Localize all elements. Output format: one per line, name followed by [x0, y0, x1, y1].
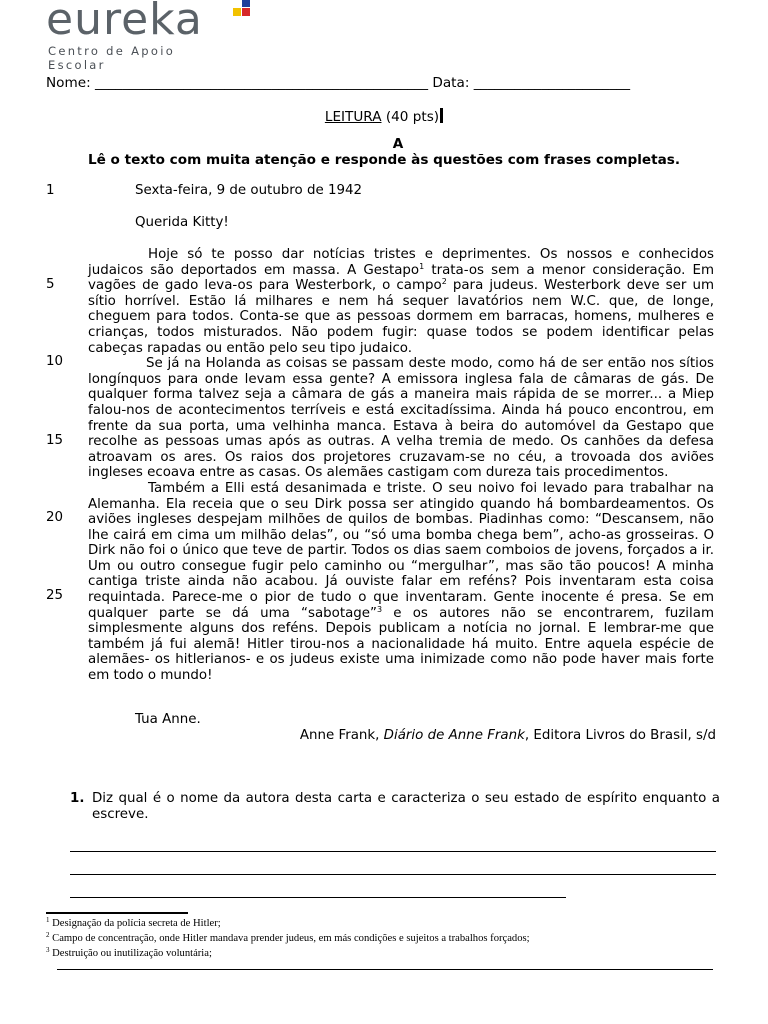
source-citation: [300, 728, 716, 743]
logo-red-square: [242, 8, 250, 16]
name-date-row: [46, 76, 630, 91]
eureka-logo: [46, 0, 231, 72]
letter-greeting: Querida Kitty!: [135, 215, 229, 230]
date-field[interactable]: _______________________: [473, 75, 631, 91]
letter-paragraph: Também a Elli está desanimada e triste. O seu noivo foi levado para trabalhar na Alemanha. Ela receia que o seu Dirk possa ser atingido quando há bombardeamentos. Os aviões ingleses despejam milhões de quilos de bombas. Piadinhas como: “Descansem, não lhe cairá em cima um milhão delas”, ou “só uma bomba chega bem”, acho-as grosseiras. O Dirk não foi o único que teve de partir. Todos os dias saem comboios de jovens, forçados a ir. Um ou outro consegue fugir pelo caminho ou “mergulhar”, mas são tão poucos! A minha cantiga triste ainda não acabou. Já ouviste falar em reféns? Pois inventaram esta coisa requintada. Parece-me o pior de tudo o que inventaram. Gente inocente é presa. Se em qualquer parte se dá uma “sabotage”$^3$ e os autores não se encontrarem, fuzilam simplesmente alguns dos reféns. Depois publicam a notícia no jornal. E lembrar-me que também já fui alemã! Hitler tirou-nos a nacionalidade há muito. Entre aquela espécie de alemães- os hitlerianos- e os judeus existe uma inimizade como não pode haver mais forte em todo o mundo!: [88, 480, 714, 684]
text-cursor: [440, 108, 443, 123]
footnote-separator: [46, 912, 188, 914]
section-heading: A: [392, 136, 404, 152]
logo-subtitle: Centro de Apoio Escolar: [48, 44, 176, 72]
line-number: 25: [46, 588, 64, 603]
footnote-ref: 2: [441, 277, 447, 287]
page-title: [0, 108, 768, 125]
name-label: Nome:: [46, 75, 91, 91]
source-rest: , Editora Livros do Brasil, s/d: [524, 728, 716, 743]
instruction-text: Lê o texto com muita atenção e responde às questões com frases completas.: [87, 152, 681, 168]
line-number: 5: [46, 277, 55, 292]
letter-paragraph: Hoje só te posso dar notícias tristes e deprimentes. Os nossos e conhecidos judaicos são deportados em massa. A Gestapo$^1$ trata-os sem a menor consideração. Em vagões de gado leva-os para Westerbork, o campo$^2$ para judeus. Westerbork deve ser um sítio horrível. Estão lá milhares e nem há sequer lavatórios nem W.C. que, de longe, cheguem para todos. Conta-se que as pessoas dormem em barracas, homens, mulheres e crianças, todos misturados. Não podem fugir: quase todos se podem identificar pelas cabeças rapadas ou então pelo seu tipo judaico.: [88, 247, 714, 356]
letter-date: Sexta-feira, 9 de outubro de 1942: [135, 183, 363, 198]
line-number: 1: [46, 183, 55, 198]
name-field[interactable]: _________________________________________________: [95, 75, 429, 91]
logo-yellow-square: [233, 8, 241, 16]
source-book: Diário de Anne Frank: [383, 728, 525, 743]
question-1: [70, 791, 720, 823]
question-number: 1.: [70, 791, 85, 806]
letter-body: [88, 247, 714, 684]
source-author: Anne Frank,: [299, 728, 384, 743]
footnote-ref: 1: [419, 261, 425, 271]
footnote: $^1$ Designação da polícia secreta de Hitler;: [46, 916, 221, 929]
footnote: $^3$ Destruição ou inutilização voluntária;: [46, 946, 212, 959]
answer-line[interactable]: [70, 874, 716, 875]
line-number: 20: [46, 510, 64, 525]
letter-signoff: Tua Anne.: [135, 712, 201, 727]
title-main: LEITURA: [324, 109, 382, 125]
question-text: Diz qual é o nome da autora desta carta e caracteriza o seu estado de espírito enquanto a escreve.: [92, 791, 720, 822]
date-label: Data:: [432, 75, 470, 91]
answer-line[interactable]: [57, 969, 713, 970]
logo-wordmark: eureka: [46, 0, 203, 45]
line-number: 15: [46, 433, 64, 448]
title-points: (40 pts): [385, 109, 440, 125]
answer-line[interactable]: [70, 897, 566, 898]
footnote-ref: 3: [376, 604, 383, 614]
letter-paragraph: Se já na Holanda as coisas se passam deste modo, como há de ser então nos sítios longínquos para onde levam essa gente? A emissora inglesa fala de câmaras de gás. De qualquer forma talvez seja a câmara de gás a maneira mais rápida de se morrer... a Miep falou-nos de acontecimentos terríveis e está excitadíssima. Ainda há pouco encontrou, em frente da sua porta, uma velhinha manca. Estava à beira do automóvel da Gestapo que recolhe as pessoas umas após as outras. A velha tremia de medo. Os canhões da defesa atroavam os ares. Os raios dos projetores cruzavam-se no céu, a trovoada dos aviões ingleses ecoava entre as casas. Os alemães castigam com dureza tais procedimentos.: [88, 356, 714, 481]
line-number: 10: [46, 354, 64, 369]
logo-blue-square: [242, 0, 250, 7]
footnote: $^2$ Campo de concentração, onde Hitler mandava prender judeus, em más condições e sujeitos a trabalhos forçados;: [46, 931, 530, 944]
answer-line[interactable]: [70, 851, 716, 852]
